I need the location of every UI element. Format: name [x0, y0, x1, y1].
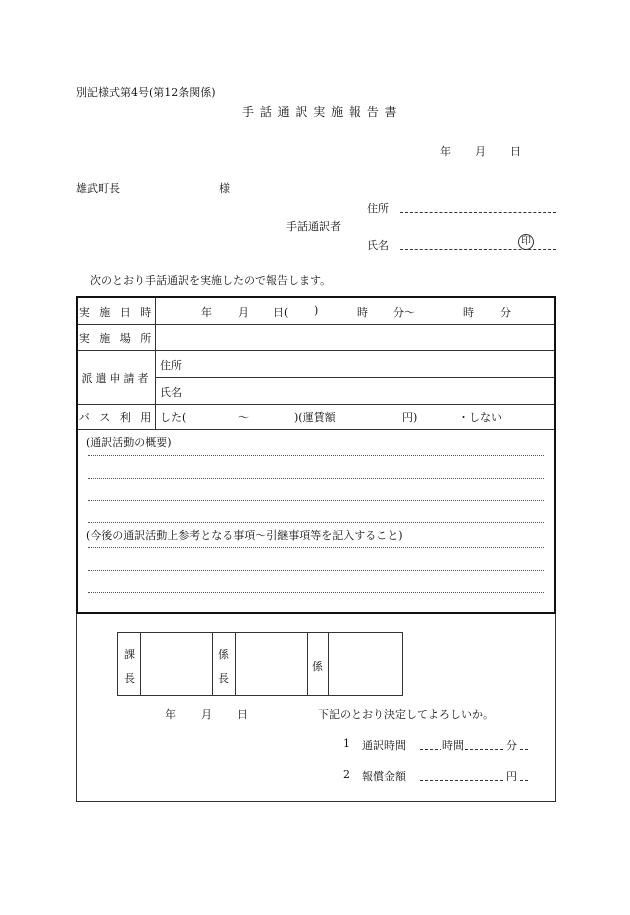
addressee-honorific: 様: [219, 182, 230, 195]
interpreter-name-label: 氏名: [367, 239, 389, 252]
place-label: 実 施 場 所: [78, 332, 155, 345]
datetime-paren-close: ): [314, 304, 319, 317]
approval-kakari2: 係: [312, 660, 323, 673]
seal-mark: 印: [518, 234, 534, 250]
item2-label: 報償金額: [362, 770, 406, 783]
interpreter-address-label: 住所: [367, 202, 389, 215]
applicant-name-label: 氏名: [160, 386, 182, 399]
form-reference: 別記様式第4号(第12条関係): [76, 86, 216, 99]
bus-fare-label: )(運賃額: [294, 411, 336, 424]
datetime-minute-end: 分: [500, 306, 511, 319]
bus-label: バ ス 利 用: [78, 411, 155, 424]
datetime-hour-end: 時: [463, 306, 474, 319]
datetime-hour-start: 時: [357, 306, 368, 319]
approval-cho1: 長: [124, 672, 135, 685]
decision-text: 下記のとおり決定してよろしいか。: [318, 708, 494, 721]
interpreter-role-label: 手話通訳者: [286, 220, 341, 233]
item1-minutes: 分: [506, 739, 517, 752]
stamp-cell-section-chief[interactable]: [141, 634, 211, 694]
approval-kakari: 係: [218, 648, 229, 661]
bus-tilde: 〜: [238, 411, 249, 424]
bus-yen: 円): [402, 411, 418, 424]
decision-year: 年: [165, 708, 176, 721]
bus-didnot[interactable]: ・しない: [458, 411, 502, 424]
item1-label: 通訳時間: [362, 739, 406, 752]
applicant-label: 派遣申請者: [81, 372, 152, 385]
intro-text: 次のとおり手話通訳を実施したので報告します。: [90, 274, 332, 287]
decision-month: 月: [201, 708, 212, 721]
document-title: 手 話 通 訳 実 施 報 告 書: [242, 105, 398, 119]
summary-heading: (通訳活動の概要): [86, 436, 172, 449]
interpreter-address-field[interactable]: [400, 212, 556, 213]
place-field[interactable]: [157, 325, 553, 349]
item1-hours: 時間: [442, 739, 464, 752]
datetime-year: 年: [201, 306, 212, 319]
datetime-day: 日(: [273, 306, 289, 319]
datetime-month: 月: [238, 306, 249, 319]
approval-cho2: 長: [218, 672, 229, 685]
item2-yen: 円: [506, 770, 517, 783]
datetime-label: 実 施 日 時: [78, 306, 155, 319]
decision-day: 日: [237, 708, 248, 721]
report-table: [76, 296, 556, 614]
date-month: 月: [475, 145, 486, 158]
addressee-name: 雄武町長: [76, 182, 120, 195]
date-year: 年: [440, 145, 451, 158]
approval-box: [117, 632, 403, 696]
notes-heading: (今後の通訳活動上参考となる事項〜引継事項等を記入すること): [86, 529, 403, 542]
interpreter-name-field[interactable]: [400, 249, 556, 250]
bus-did[interactable]: した(: [160, 411, 187, 424]
date-day: 日: [510, 145, 521, 158]
item1-number: 1: [343, 737, 350, 750]
item2-number: 2: [343, 768, 350, 781]
stamp-cell-subsection-chief[interactable]: [236, 634, 306, 694]
datetime-minute-start: 分〜: [393, 306, 415, 319]
stamp-cell-staff[interactable]: [329, 634, 401, 694]
approval-ka: 課: [124, 648, 135, 661]
applicant-address-label: 住所: [160, 359, 182, 372]
